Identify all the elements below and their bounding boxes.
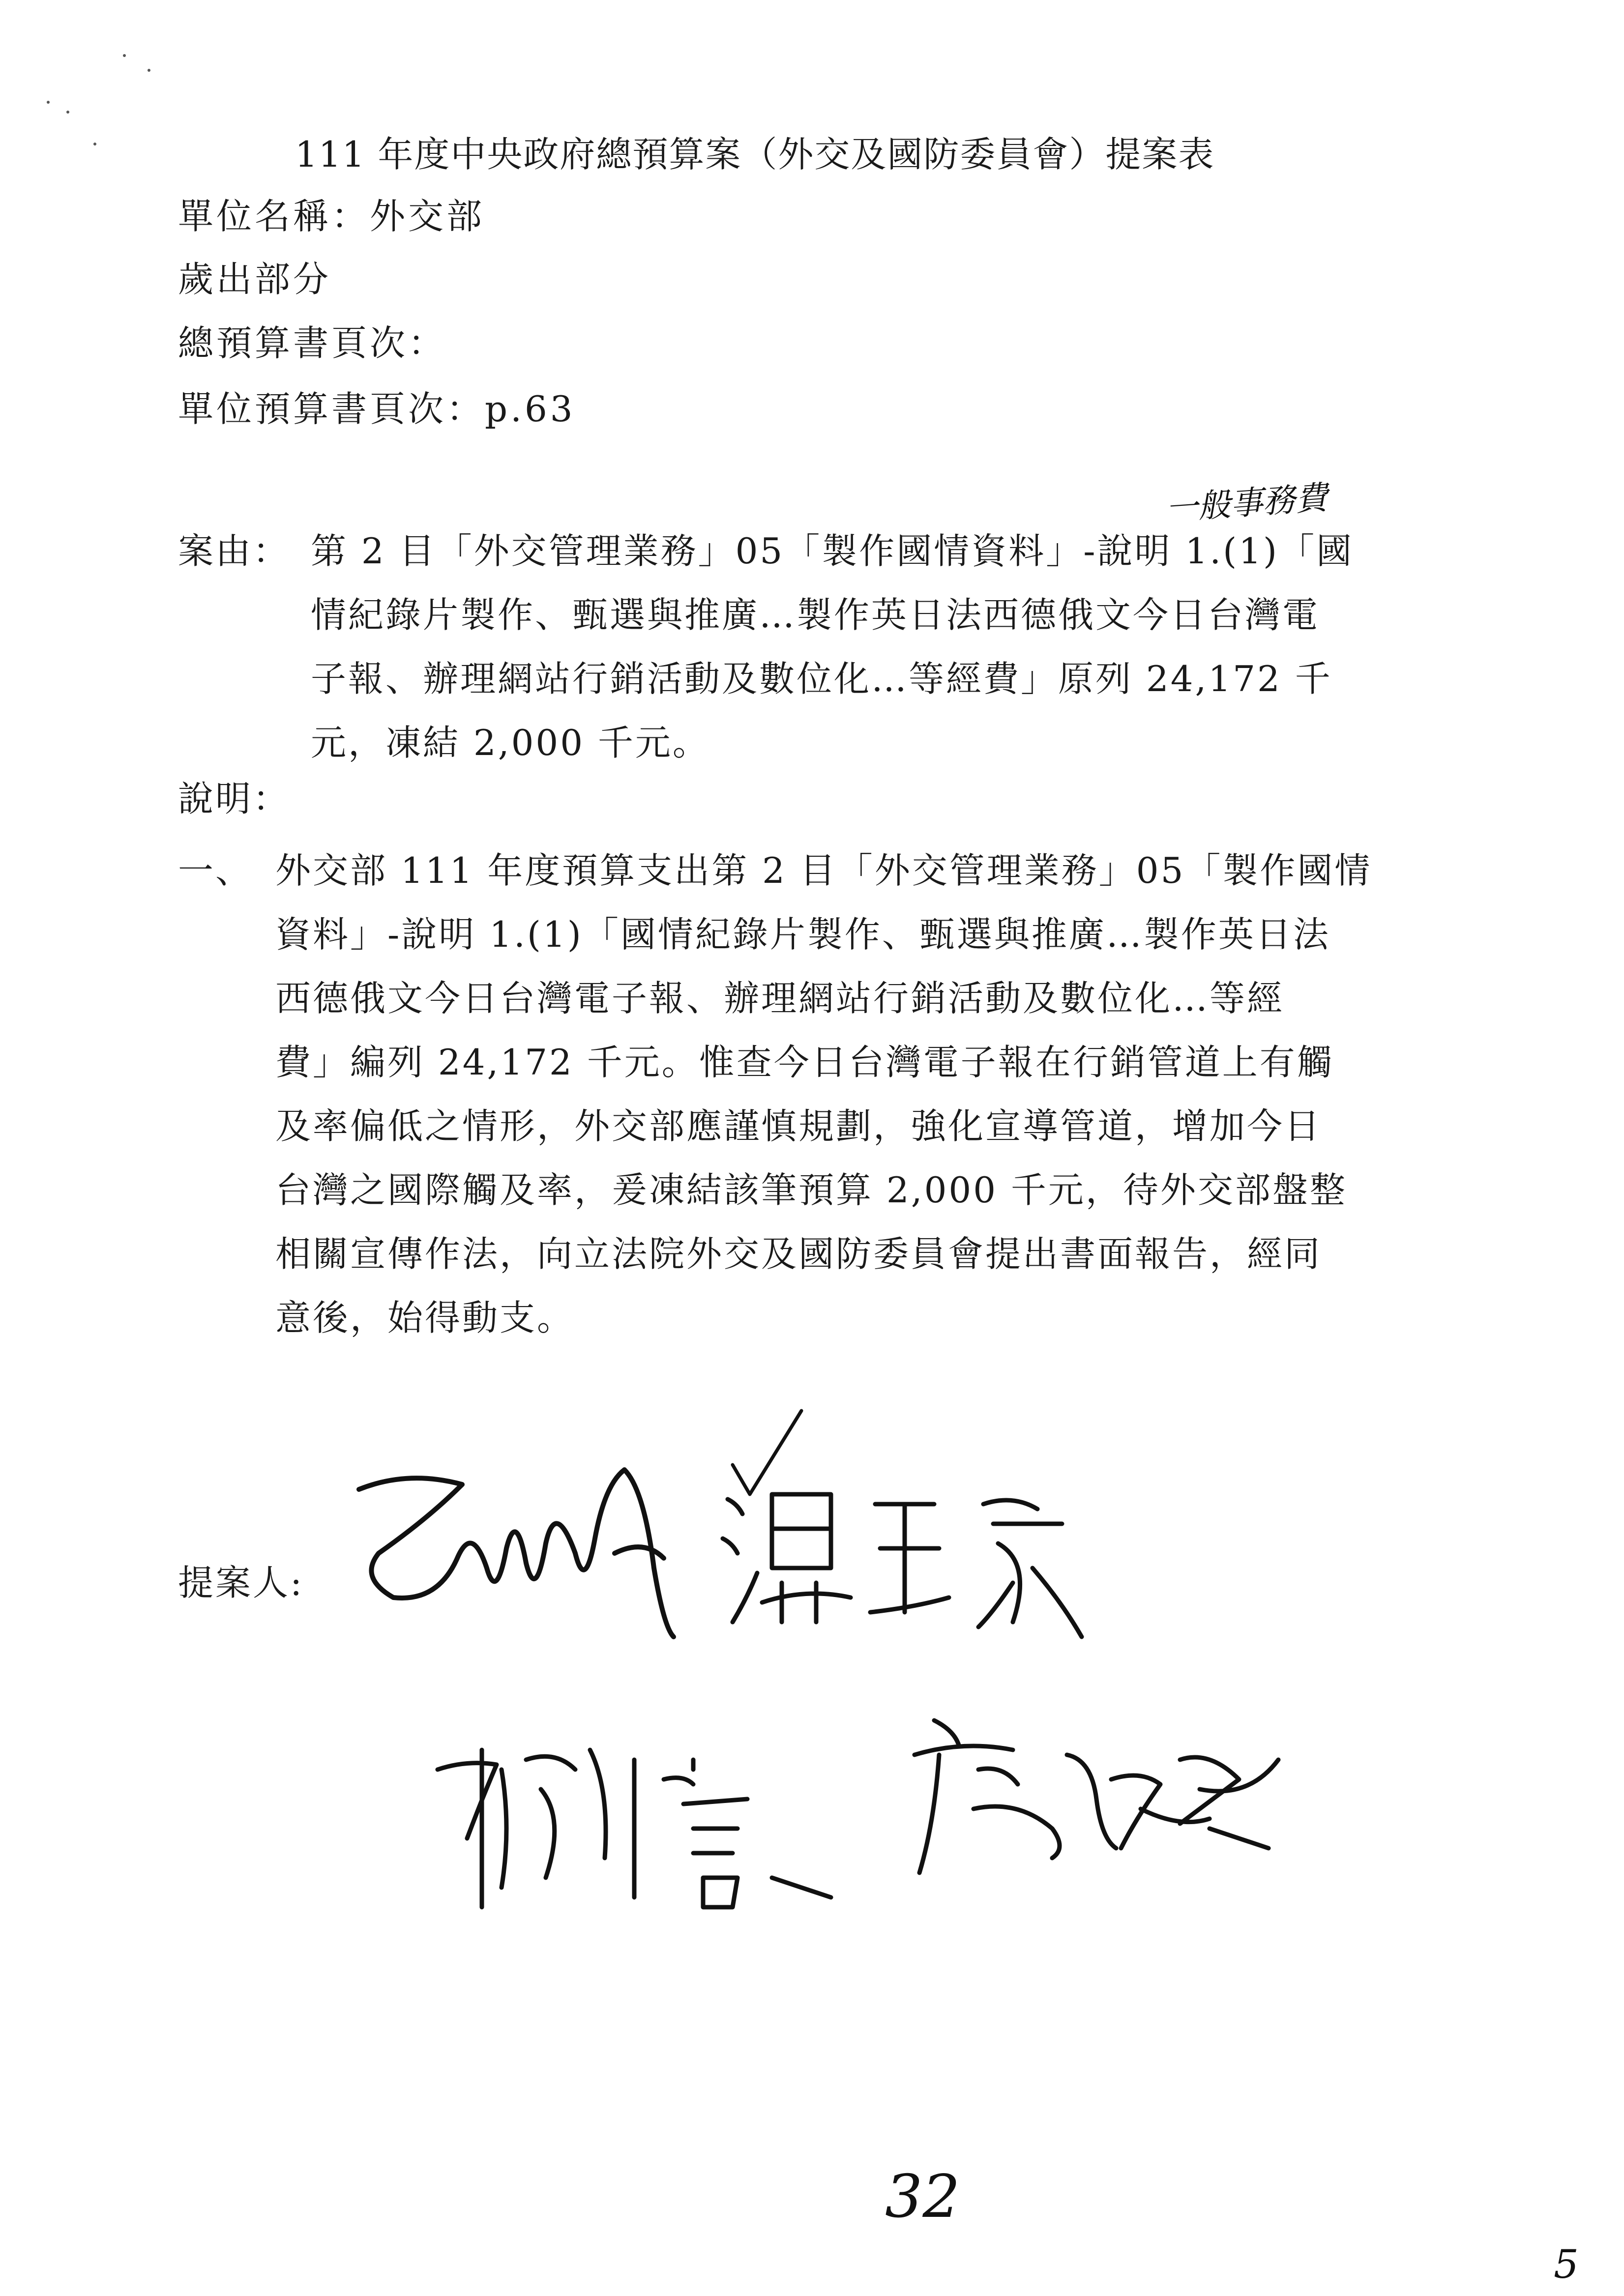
explanation-line: 資料」-說明 1.(1)「國情紀錄片製作、甄選與推廣…製作英日法 (275, 914, 1330, 955)
signature-2 (718, 1475, 1092, 1642)
explanation-line: 及率偏低之情形，外交部應謹慎規劃，強化宣導管道，增加今日 (275, 1105, 1322, 1147)
unit-budget-page: 單位預算書頁次：p.63 (178, 388, 576, 430)
scan-speck (66, 111, 69, 114)
proposer-label: 提案人: (178, 1562, 304, 1603)
corner-mark: 5 (1554, 2241, 1579, 2287)
signature-1 (349, 1440, 708, 1661)
total-budget-page: 總預算書頁次： (178, 322, 447, 364)
case-line: 子報、辦理網站行銷活動及數位化…等經費」原列 24,172 千 (311, 658, 1332, 699)
signature-3 (428, 1730, 856, 1927)
case-line: 情紀錄片製作、甄選與推廣…製作英日法西德俄文今日台灣電 (311, 594, 1320, 636)
explanation-body (275, 839, 1500, 1350)
unit-name: 單位名稱：外交部 (178, 196, 485, 237)
scan-speck (93, 143, 96, 145)
page-number: 32 (885, 2163, 960, 2231)
explanation-line: 外交部 111 年度預算支出第 2 目「外交管理業務」05「製作國情 (275, 850, 1372, 891)
case-line: 第 2 目「外交管理業務」05「製作國情資料」-說明 1.(1)「國 (311, 530, 1354, 572)
case-body (311, 519, 1501, 775)
scan-speck (148, 69, 150, 72)
scan-speck (123, 54, 126, 57)
expenditure-section: 歲出部分 (178, 259, 332, 300)
explanation-line: 費」編列 24,172 千元。惟查今日台灣電子報在行銷管道上有觸 (275, 1042, 1334, 1083)
explanation-line: 西德俄文今日台灣電子報、辦理網站行銷活動及數位化…等經 (275, 978, 1285, 1019)
explanation-line: 台灣之國際觸及率，爰凍結該筆預算 2,000 千元，待外交部盤整 (275, 1169, 1347, 1211)
explanation-line: 意後，始得動支。 (275, 1297, 575, 1338)
explanation-line: 相關宣傳作法，向立法院外交及國防委員會提出書面報告，經同 (275, 1233, 1322, 1275)
scan-speck (47, 101, 50, 104)
explanation-label: 說明： (178, 778, 291, 819)
case-label: 案由： (178, 530, 291, 572)
signature-4 (905, 1701, 1283, 1888)
document-title: 111 年度中央政府總預算案（外交及國防委員會）提案表 (295, 134, 1215, 175)
handwritten-annotation: 一般事務費 (1164, 478, 1329, 528)
item-number: 一、 (178, 850, 253, 891)
case-line: 元，凍結 2,000 千元。 (311, 722, 710, 763)
